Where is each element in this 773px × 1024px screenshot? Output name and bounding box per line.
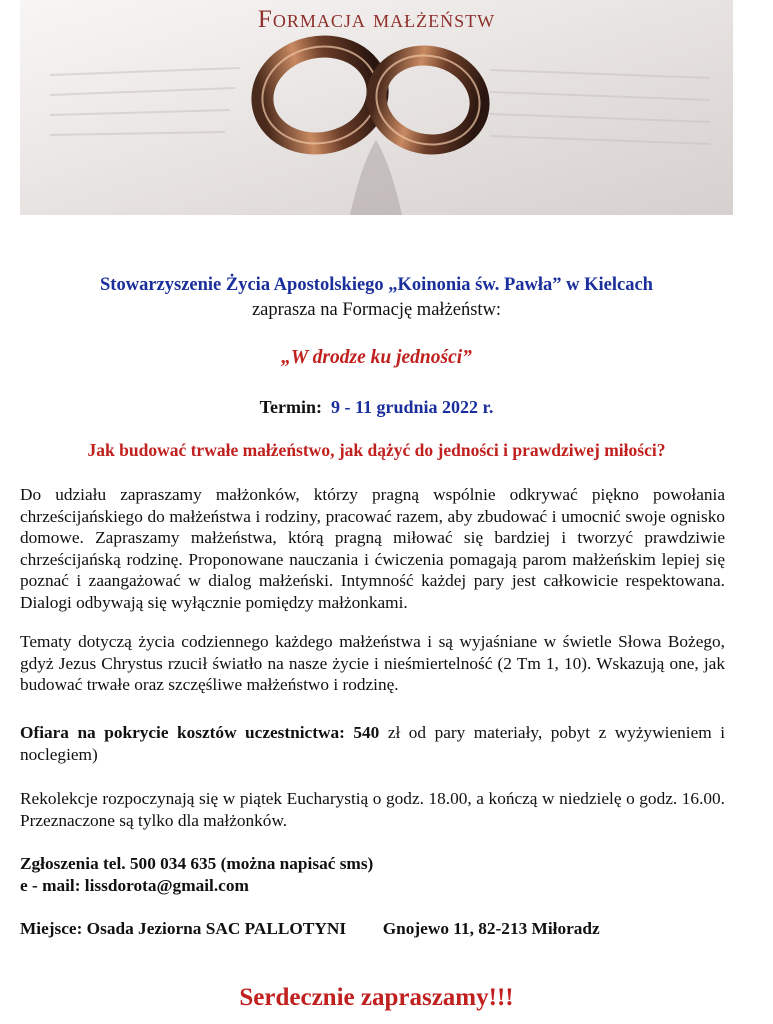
organization-name: Stowarzyszenie Życia Apostolskiego „Koinonia św. Pawła” w Kielcach xyxy=(100,275,653,295)
term-label: Termin: xyxy=(259,397,322,417)
closing-invitation: Serdecznie zapraszamy!!! xyxy=(239,984,514,1011)
invite-text: zaprasza na Formację małżeństw: xyxy=(251,300,502,320)
header-title: Formacja małżeństw xyxy=(257,6,496,33)
fee-details: zł od pary materiały, pobyt z wyżywieniem i noclegiem) xyxy=(20,723,726,764)
schedule-info: Rekolekcje rozpoczynają się w piątek Eucharystią o godz. 18.00, a kończą w niedzielę o godz. 16.00. Przeznaczone są tylko dla małżonków. xyxy=(20,789,725,830)
term-value: 9 - 11 grudnia 2022 r. xyxy=(330,397,494,417)
place-address: Gnojewo 11, 82-213 Miłoradz xyxy=(382,919,600,938)
fee-label: Ofiara na pokrycie kosztów uczestnictwa: xyxy=(20,723,345,742)
paragraph-topics: Tematy dotyczą życia codziennego każdego małżeństwa i są wyjaśniane w świetle Słowa Bożego, gdyż Jezus Chrystus rzucił światło na nasze życie i nieśmiertelność (2 Tm 1, 10). Wskazują one, jak budować trwałe oraz szczęśliwe małżeństwo i rodzinę. xyxy=(20,632,725,694)
header-banner xyxy=(20,0,733,215)
contact-phone: Zgłoszenia tel. 500 034 635 (można napisać sms) xyxy=(20,854,374,873)
term xyxy=(20,397,733,418)
place-label: Miejsce: Osada Jeziorna SAC PALLOTYNI xyxy=(20,919,347,938)
fee-info xyxy=(20,722,725,765)
place-info xyxy=(20,918,733,939)
contact-email: e - mail: lissdorota@gmail.com xyxy=(20,876,249,895)
motto: „W drodze ku jedności” xyxy=(281,347,472,368)
fee-amount: 540 xyxy=(353,723,380,742)
paragraph-participation: Do udziału zapraszamy małżonków, którzy pragną wspólnie odkrywać piękno powołania chrześcijańskiego do małżeństwa i rodziny, pracować razem, aby zbudować i umocnić swoje ognisko domowe. Zapraszamy małżeństwa, którą pragną miłować się bardziej i tworzyć prawdziwie chrześcijańską rodzinę. Proponowane nauczania i ćwiczenia pomagają parom małżeńskim lepiej się poznać i zaangażować w dialog małżeński. Intymność każdej pary jest całkowicie respektowana. Dialogi odbywają się wyłącznie pomiędzy małżonkami. xyxy=(20,485,725,612)
main-question: Jak budować trwałe małżeństwo, jak dążyć do jedności i prawdziwej miłości? xyxy=(87,440,666,460)
